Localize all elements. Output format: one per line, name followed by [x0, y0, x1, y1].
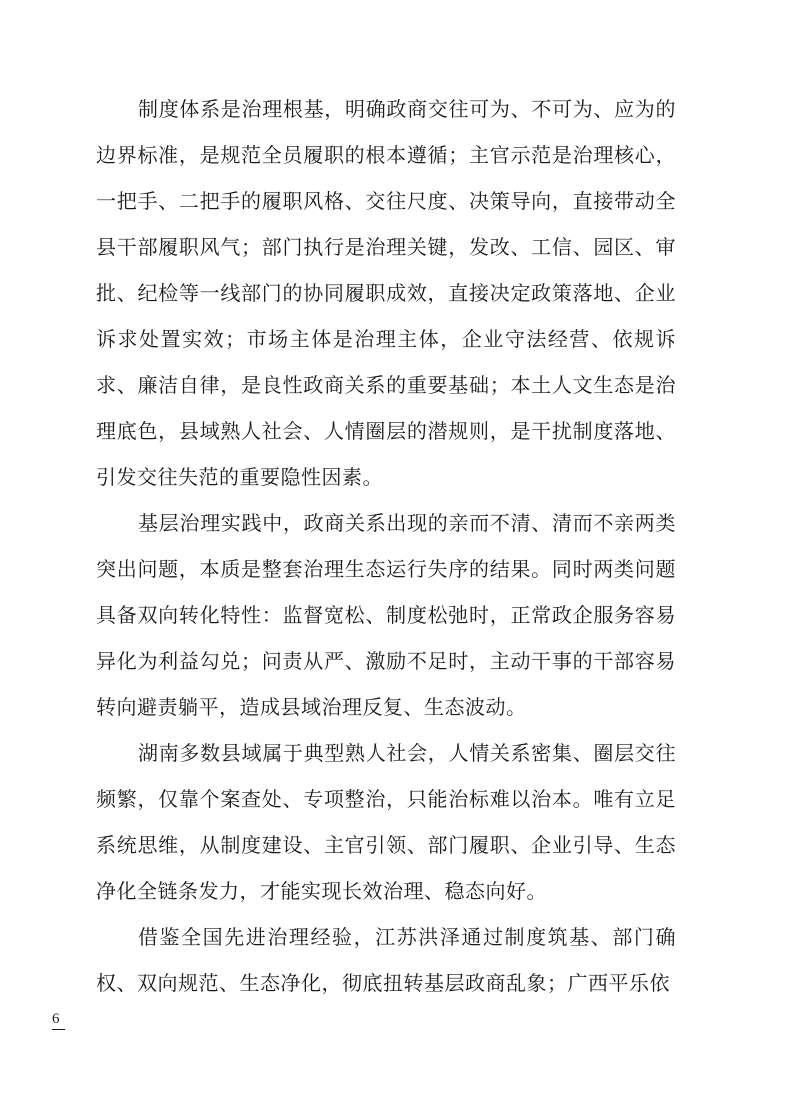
- body-text: [96, 86, 676, 1006]
- paragraph-1: 制度体系是治理根基，明确政商交往可为、不可为、应为的边界标准，是规范全员履职的根本遵循；主官示范是治理核心，一把手、二把手的履职风格、交往尺度、决策导向，直接带动全县干部履职风气；部门执行是治理关键，发改、工信、园区、审批、纪检等一线部门的协同履职成效，直接决定政策落地、企业诉求处置实效；市场主体是治理主体，企业守法经营、依规诉求、廉洁自律，是良性政商关系的重要基础；本土人文生态是治理底色，县域熟人社会、人情圈层的潜规则，是干扰制度落地、引发交往失范的重要隐性因素。: [96, 97, 676, 489]
- page-number: 6: [52, 1010, 65, 1030]
- paragraph-3: 湖南多数县域属于典型熟人社会，人情关系密集、圈层交往频繁，仅靠个案查处、专项整治，只能治标难以治本。唯有立足系统思维，从制度建设、主官引领、部门履职、企业引导、生态净化全链条发力，才能实现长效治理、稳态向好。: [96, 741, 676, 903]
- paragraph-2: 基层治理实践中，政商关系出现的亲而不清、清而不亲两类突出问题，本质是整套治理生态运行失序的结果。同时两类问题具备双向转化特性：监督宽松、制度松弛时，正常政企服务容易异化为利益勾兑；问责从严、激励不足时，主动干事的干部容易转向避责躺平，造成县域治理反复、生态波动。: [96, 511, 676, 719]
- paragraph-4: 借鉴全国先进治理经验，江苏洪泽通过制度筑基、部门确权、双向规范、生态净化，彻底扭转基层政商乱象；广西平乐依: [96, 925, 676, 995]
